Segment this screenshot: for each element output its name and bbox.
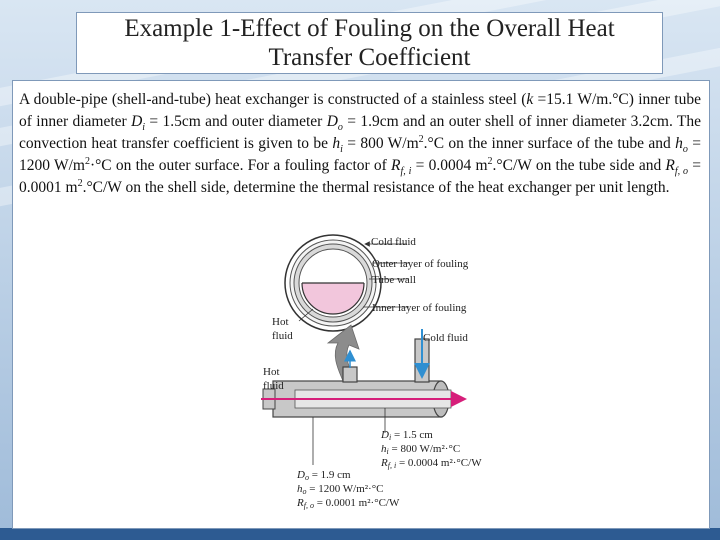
svg-text:Rf, o = 0.0001 m²·°C/W: Rf, o = 0.0001 m²·°C/W — [297, 497, 400, 510]
label-hot-top-1: Hot — [272, 316, 289, 328]
label-tube-wall: Tube wall — [372, 274, 416, 286]
label-hot-fluid-inlet-2: fluid — [263, 380, 284, 392]
slide-title — [76, 12, 663, 74]
label-cold-fluid-inlet: Cold fluid — [423, 332, 468, 344]
inner-tube-values — [380, 429, 482, 470]
cross-section — [285, 235, 381, 331]
svg-text:Di = 1.5 cm: Di = 1.5 cm — [381, 429, 433, 442]
title-line-1: Example 1-Effect of Fouling on the Overall Heat — [124, 15, 615, 42]
label-inner-fouling: Inner layer of fouling — [372, 302, 467, 314]
content-panel — [12, 80, 710, 529]
outer-shell-values — [296, 469, 400, 510]
label-hot-fluid-inlet-1: Hot — [263, 366, 280, 378]
heat-exchanger-figure — [13, 81, 709, 528]
label-cold-fluid-top: Cold fluid — [371, 236, 416, 248]
svg-text:Rf, i = 0.0004 m²·°C/W: Rf, i = 0.0004 m²·°C/W — [381, 457, 482, 470]
svg-text:hi = 800 W/m²·°C: hi = 800 W/m²·°C — [381, 443, 461, 456]
svg-text:Do = 1.9 cm: Do = 1.9 cm — [297, 469, 351, 482]
label-hot-top-2: fluid — [272, 330, 293, 342]
svg-text:ho = 1200 W/m²·°C: ho = 1200 W/m²·°C — [297, 483, 384, 496]
problem-statement: A double-pipe (shell-and-tube) heat exchanger is constructed of a stainless steel (k =15.1 W/m.°C) inner tube of inner diameter $D_i = 1.5cm$ and outer diameter $D_o = 1.9cm$ and an outer shell of inner diameter 3.2cm. The convection heat transfer coefficient is given to be $h_i = 800$ $W/m^2.^\circ C$ on the inner surface of the tube and $h_o = 1200$ $W/m^2\cdot^\circ C$ on the outer surface. For a fouling factor of $R_{f, i} = 0.0004$ $m^2.^\circ C/W$ on the tube side and $R_{f, o} = 0.0001$ $m^2.^\circ C/W$ on the shell side, determine the thermal resistance of the heat exchanger per unit length. — [19, 91, 702, 196]
title-line-2: Transfer Coefficient — [268, 44, 471, 71]
label-outer-fouling: Outer layer of fouling — [372, 258, 469, 270]
